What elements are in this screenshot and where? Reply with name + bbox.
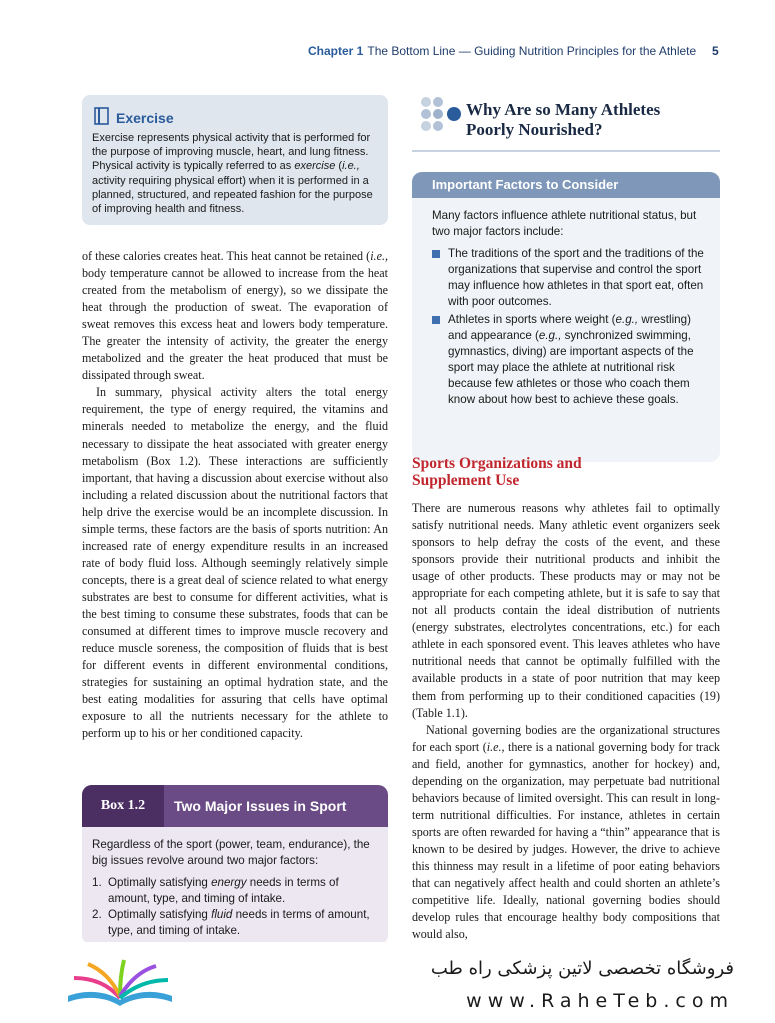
bullet-icon [432,316,440,324]
left-column-text [82,248,388,742]
exercise-box-body: Exercise represents physical activity that is performed for the purpose of improving muscle, heart, and lung fitness. Physical activity is typically referred to as exercise (i.e., activity requiring physical effort) when it is performed in a planned, structured, and repeated fashion for the purpose of improving health and fitness. [92,132,373,216]
box-intro: Regardless of the sport (power, team, endurance), the big issues revolve around two major factors: [92,838,370,867]
section-title: Why Are so Many Athletes Poorly Nourished? [466,100,661,139]
important-factors-box [412,172,720,462]
paragraph: There are numerous reasons why athletes fail to optimally satisfy nutritional needs. Many athletic event organizers seek sponsors to help defray the costs of the event, and these sponsors provide their nutritional products and inhibit the usage of other products. These products may or may not be appropriate for each competing athlete, but it is safe to say that not all products contain the ideal distribution of nutrients (energy substrates, electrolytes concentrations, etc.) for each athlete in each sponsored event. This leaves athletes who have nutritional needs that cannot be optimally fulfilled with the available products in a state of poor nutrition that may keep them from performing up to their conditioned capacities (19) (Table 1.1). [412,501,720,720]
bullet-icon [432,250,440,258]
factors-list [432,246,708,408]
list-item: 2. Optimally satisfying fluid needs in terms of amount, type, and timing of intake. [92,908,370,937]
divider [412,150,720,152]
list-item: Athletes in sports where weight (e.g., wrestling) and appearance (e.g., synchronized swimming, gymnastics, diving) are important aspects of the sport may place the athlete at nutritional risk because few athletes or those who coach them know about how best to achieve these goals. [432,312,708,408]
list-item: 1. Optimally satisfying energy needs in terms of amount, type, and timing of intake. [92,876,339,905]
box-1-2-header [82,785,388,827]
factors-intro: Many factors influence athlete nutritional status, but two major factors include: [432,209,697,238]
chapter-title: The Bottom Line — Guiding Nutrition Principles for the Athlete [367,44,697,58]
sports-organizations-heading: Sports Organizations and Supplement Use [412,455,582,489]
page-header [0,40,775,64]
paragraph: National governing bodies are the organizational structures for each sport (i.e., there is a national governing body for track and field, another for gymnastics, another for hockey) and, depending on the organization, may perpetuate bad nutritional behaviors because of limited oversight. This can result in long-term nutritional difficulties. For instance, athletes in certain sports are often rewarded for having a “thin” appearance that is known to be desired by judges. However, the drive to achieve this thinness may result in a lifetime of poor eating behaviors that can negatively affect health and could shorten an athlete’s competitive life. Ideally, national governing bodies should develop rules that encourage healthy body compositions that would also, [412,722,720,942]
page-number: 5 [712,44,719,58]
exercise-definition-box [82,95,388,225]
box-list [92,875,378,939]
chapter-label: Chapter 1 [308,44,364,58]
box-1-2 [82,785,388,945]
right-column-text [412,500,720,943]
why-section-heading [412,92,722,152]
running-head [308,44,696,58]
paragraph: In summary, physical activity alters the total energy requirement, the type of energy required, the vitamins and minerals needed to metabolize the energy, and the fluid necessary to dissipate the heat associated with greater energy metabolism (Box 1.2). These interactions are sufficiently important, that having a discussion about exercise without also including a related discussion about the nutritional factors that help drive the exercise would be an incomplete discussion. In simple terms, these factors are the basis of sports nutrition: An increased rate of energy expenditure results in an increased rate of body fluid loss. Although seemingly relatively simple concepts, there is a great deal of science related to what energy substrates are best to consume for different activities, what is the best timing to consume these substrates, foods that can be consumed at different times to improve muscle recovery and reduce muscle soreness, the composition of fluids that is best for different events in different environmental conditions, strategies for sustaining an optimal hydration state, and the best eating modalities for assuring that cells have optimal exposure to all the nutrients necessary for the athlete to perform up to his or her conditioned capacity. [82,385,388,741]
list-item: The traditions of the sport and the traditions of the organizations that supervise and control the sport may influence how athletes in that sport eat, often with poor outcomes. [432,246,708,310]
paragraph: of these calories creates heat. This heat cannot be retained (i.e., body temperature cannot be allowed to increase from the heat created from the metabolism of energy), so we dissipate the heat through the production of sweat. The evaporation of sweat removes this excess heat and lowers body temperature. The greater the intensity of activity, the greater the energy metabolized and the greater the heat produced that must be dissipated through sweat. [82,249,388,383]
open-book-logo [64,956,176,1014]
factors-box-title: Important Factors to Consider [412,172,720,198]
watermark-footer [0,942,775,1023]
exercise-box-title: Exercise [94,107,174,128]
box-number: Box 1.2 [82,785,164,827]
box-title: Two Major Issues in Sport [174,798,347,814]
shop-name: فروشگاه تخصصی لاتین پزشکی راه طب [430,958,734,979]
book-icon [94,107,110,128]
shop-url[interactable]: www.RaheTeb.com [466,990,734,1012]
